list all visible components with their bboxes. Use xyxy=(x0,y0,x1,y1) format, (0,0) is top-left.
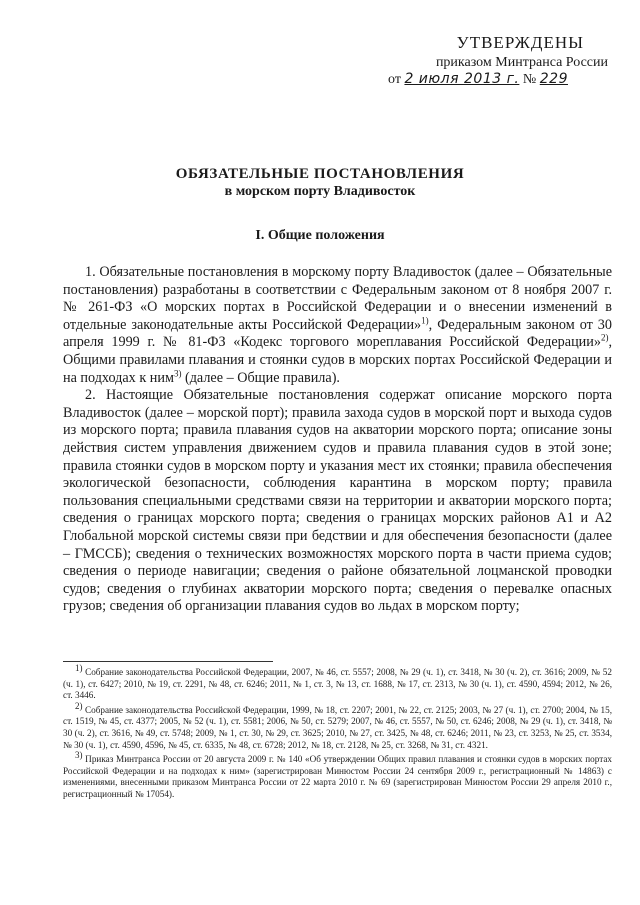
approval-date-line xyxy=(388,71,608,88)
footnote-1-mark: 1) xyxy=(75,662,83,673)
approval-number: 229 xyxy=(539,71,568,87)
document-body xyxy=(63,264,612,616)
document-subtitle: в морском порту Владивосток xyxy=(224,184,416,199)
paragraph-1-text-b: , Федеральным законом от 30 апреля 1999 г. № 81-ФЗ «Кодекс торгового мореплавания Российской Федерации» xyxy=(63,316,612,351)
footnote-ref-1: 1) xyxy=(421,315,429,326)
footnote-2 xyxy=(63,700,612,751)
approval-stamp xyxy=(388,34,608,88)
footnote-ref-2: 2) xyxy=(600,332,609,343)
footnote-3-mark: 3) xyxy=(75,750,83,761)
footnote-3 xyxy=(63,750,612,800)
approval-order-line: приказом Минтранса России xyxy=(435,55,608,70)
footnote-1 xyxy=(63,662,612,702)
footnote-1-text: Собрание законодательства Российской Федерации, 2007, № 46, ст. 5557; 2008, № 29 (ч. 1), ст. 3418, № 30 (ч. 2), ст. 3616; 2009, № 52 (ч. 1), ст. 6427; 2010, № 19, ст. 2291, № 48, ст. 6246; 2011, № 1, ст. 3, № 13, ст. 1688, № 17, ст. 2313, № 30 (ч. 1), ст. 4590, 4594; 2012, № 26, ст. 3446. xyxy=(63,667,612,701)
footnote-2-text: Собрание законодательства Российской Федерации, 1999, № 18, ст. 2207; 2001, № 22, ст. 2125; 2003, № 27 (ч. 1), ст. 2700; 2004, № 15, ст. 1519, № 45, ст. 4377; 2005, № 52 (ч. 1), ст. 5581; 2006, № 50, ст. 5279; 2007, № 46, ст. 5557, № 50, ст. 6246; 2008, № 29 (ч. 1), ст. 3418, № 30 (ч. 2), ст. 3616, № 49, ст. 5748; 2009, № 1, ст. 30, № 29, ст. 3625; 2010, № 27, ст. 3425, № 48, ст. 6246; 2011, № 23, ст. 3253, № 25, ст. 3534, № 30 (ч. 1), ст. 4590, 4596, № 45, ст. 6335, № 48, ст. 6728; 2012, № 18, ст. 2128, № 25, ст. 3268, № 31, ст. 4321. xyxy=(63,704,612,750)
footnote-3-text: Приказ Минтранса России от 20 августа 2009 г. № 140 «Об утверждении Общих правил плавания и стоянки судов в морских портах Российской Федерации и на подходах к ним» (зарегистрирован Минюстом России 24 сентября 2009 г., регистрационный № 14863) с изменениями, внесенными приказом Минтранса России от 22 марта 2010 г. № 69 (зарегистрирован Минюстом России 29 апреля 2010 г., регистрационный № 17054). xyxy=(63,754,612,799)
footnote-2-mark: 2) xyxy=(75,700,83,711)
footnotes xyxy=(63,662,612,804)
approval-number-sign: № xyxy=(522,72,537,87)
approval-heading: УТВЕРЖДЕНЫ xyxy=(456,33,584,52)
approval-date: 2 июля 2013 г. xyxy=(404,71,520,87)
document-title: ОБЯЗАТЕЛЬНЫЕ ПОСТАНОВЛЕНИЯ xyxy=(175,166,465,182)
paragraph-1-text-c: , Общими правилами плавания и стоянки судов в морских портах Российской Федерации и на подходах к ним xyxy=(63,334,612,386)
footnote-ref-3: 3) xyxy=(173,367,182,378)
paragraph-1 xyxy=(63,264,612,387)
paragraph-1-text-a: 1. Обязательные постановления в морскому порту Владивосток (далее – Обязательные постановления) разработаны в соответствии с Федеральным законом от 8 ноября 2007 г. № 261-ФЗ «О морских портах в Российской Федерации и о внесении изменений в отдельные законодательные акты Российской Федерации» xyxy=(63,264,612,333)
footnote-divider xyxy=(63,661,273,662)
approval-from-prefix: от xyxy=(388,72,401,87)
section-heading: I. Общие положения xyxy=(255,228,385,243)
paragraph-2: 2. Настоящие Обязательные постановления содержат описание морского порта Владивосток (далее – морской порт); правила захода судов в морской порт и выхода судов из морского порта; правила плавания судов на акватории морского порта; описание зоны действия систем управления движением судов и правила плавания судов в этой зоне; правила стоянки судов в морском порту и указания мест их стоянки; правила обеспечения экологической безопасности, соблюдения карантина в морском порту; правила пользования специальными средствами связи на территории и акватории морского порта; сведения о границах морского порта; сведения о границах морских районов А1 и А2 Глобальной морской системы связи при бедствии и для обеспечения безопасности (далее – ГМССБ); сведения о технических возможностях морского порта в части приема судов; сведения о периоде навигации; сведения о районе обязательной лоцманской проводки судов; сведения о глубинах акватории морского порта; сведения о перевалке опасных грузов; сведения об организации плавания судов во льдах в морском порту; xyxy=(63,387,612,615)
paragraph-1-text-d: (далее – Общие правила). xyxy=(181,369,340,386)
